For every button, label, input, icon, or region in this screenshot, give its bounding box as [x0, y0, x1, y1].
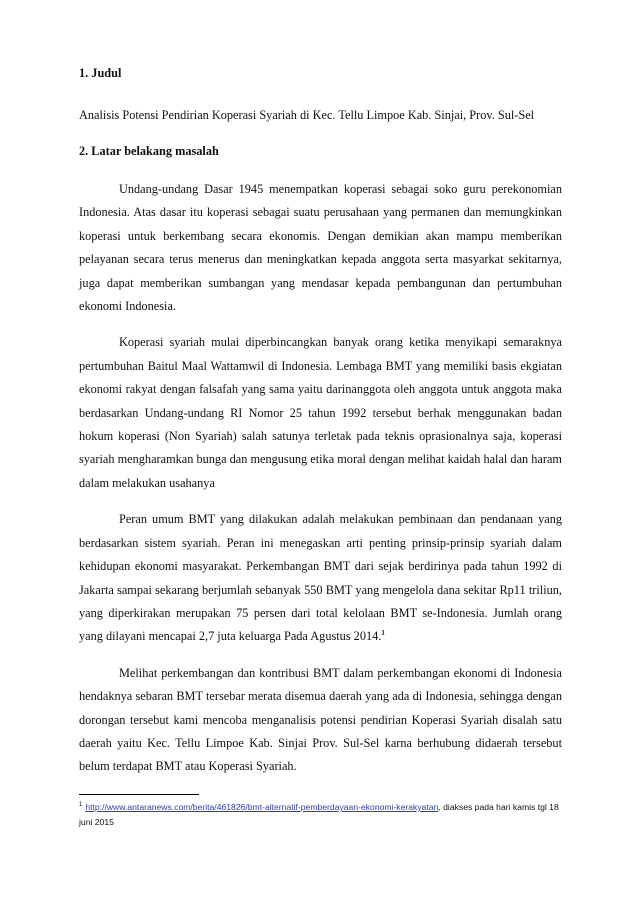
footnote-suffix: , diakses pada hari kamis tgl 18 juni 2015	[79, 802, 559, 827]
footnote-divider	[79, 794, 199, 795]
paragraph-3-text: Peran umum BMT yang dilakukan adalah melakukan pembinaan dan pendanaan yang berdasarkan sistem syariah. Peran ini menegaskan arti penting prinsip-prinsip syariah dalam kehidupan ekonomi masyarakat. Perkembangan BMT dari sejak berdirinya pada tahun 1992 di Jakarta sampai sekarang berjumlah sebanyak 550 BMT yang mengelola dana sekitar Rp11 triliun, yang diperkirakan merupakan 75 persen dari total kelolaan BMT se-Indonesia. Jumlah orang yang dilayani mencapai 2,7 juta keluarga Pada Agustus 2014.	[79, 512, 562, 644]
paragraph-3	[79, 508, 562, 648]
document-title: Analisis Potensi Pendirian Koperasi Syariah di Kec. Tellu Limpoe Kab. Sinjai, Prov. Sul-Sel	[79, 108, 535, 122]
paragraph-2: Koperasi syariah mulai diperbincangkan banyak orang ketika menyikapi semaraknya pertumbuhan Baitul Maal Wattamwil di Indonesia. Lembaga BMT yang memiliki basis ekgiatan ekonomi rakyat dengan falsafah yang sama yaitu darinanggota oleh anggota untuk anggota maka berdasarkan Undang-undang RI Nomor 25 tahun 1992 tersebut berhak menggunakan badan hokum koperasi (Non Syariah) salah satunya terletak pada teknis oprasionalnya saja, koperasi syariah mengharamkan bunga dan mengusung etika moral dengan melihat kaidah halal dan haram dalam melakukan usahanya	[79, 335, 562, 490]
section-heading-latar-belakang: 2. Latar belakang masalah	[79, 144, 219, 158]
footnote-link[interactable]: http://www.antaranews.com/berita/461826/bmt-alternatif-pemberdayaan-ekonomi-kerakyatan	[85, 802, 439, 812]
paragraph-1: Undang-undang Dasar 1945 menempatkan koperasi sebagai soko guru perekonomian Indonesia. Atas dasar itu koperasi sebagai suatu perusahaan yang permanen dan memungkinkan koperasi untuk berkembang secara ekonomis. Dengan demikian akan mampu memberikan pelayanan secara terus menerus dan meningkatkan kepada anggota serta masyarkat sekitarnya, juga dapat memberikan sumbangan yang mendasar kepada pembangunan dan pertumbuhan ekonomi Indonesia.	[79, 182, 562, 314]
footnote-marker: 1	[79, 802, 83, 809]
footnote	[79, 800, 562, 830]
document-page	[79, 64, 562, 779]
paragraph-4: Melihat perkembangan dan kontribusi BMT dalam perkembangan ekonomi di Indonesia hendaknya sebaran BMT tersebar merata disemua daerah yang ada di Indonesia, sehingga dengan dorongan tersebut kami mencoba menganalisis potensi pendirian Koperasi Syariah disalah satu daerah yaitu Kec. Tellu Limpoe Kab. Sinjai Prov. Sul-Sel karna berhubung didaerah tersebut belum terdapat BMT atau Koperasi Syariah.	[79, 665, 562, 774]
section-heading-judul: 1. Judul	[79, 66, 122, 80]
footnote-reference[interactable]: 1	[381, 629, 385, 638]
